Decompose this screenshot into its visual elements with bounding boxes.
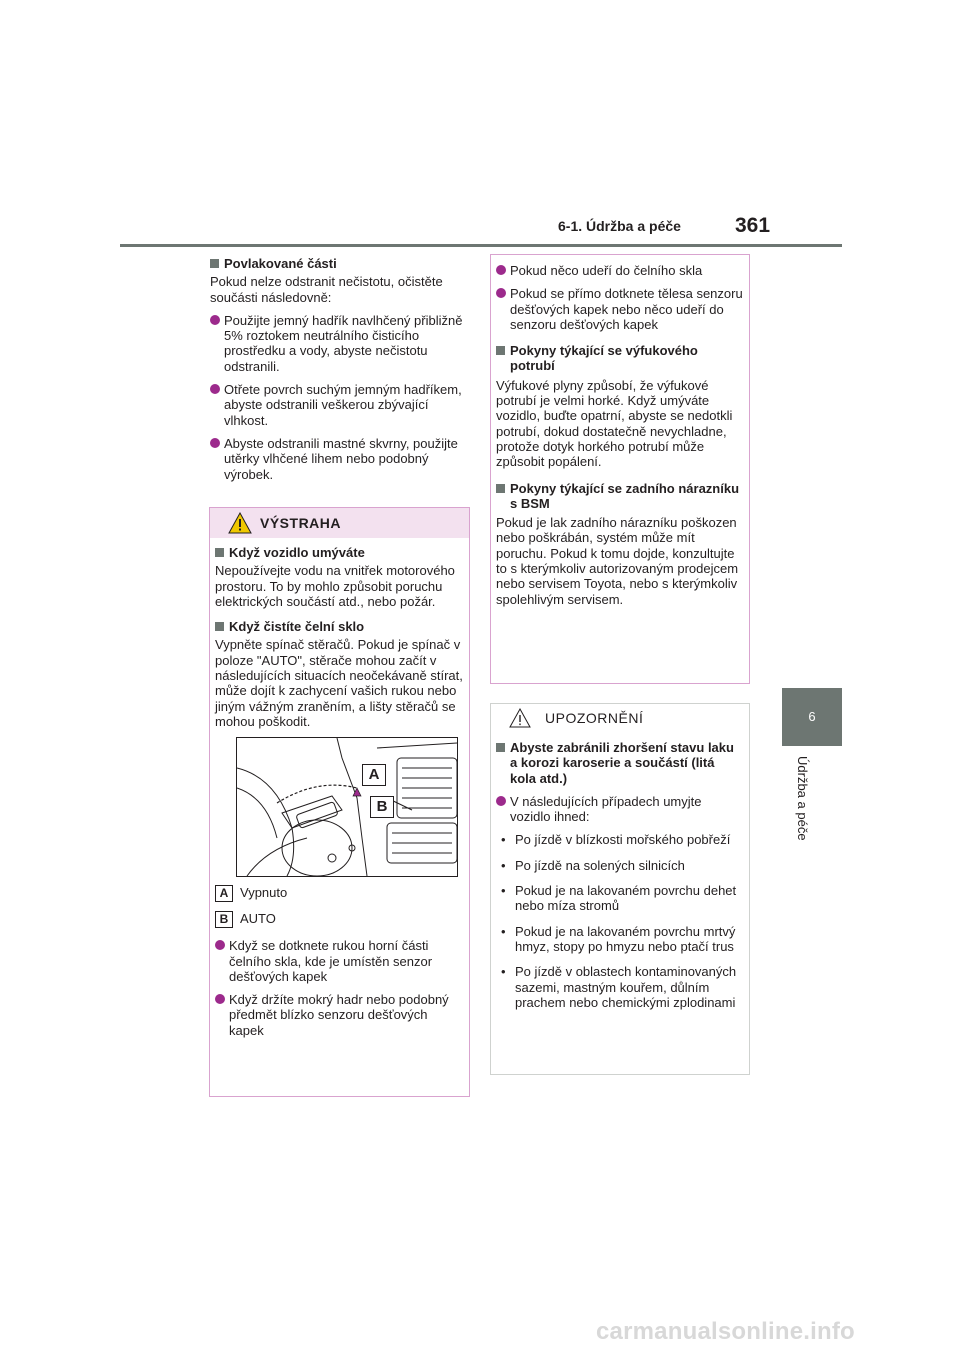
legend-row-b: B AUTO bbox=[215, 911, 464, 928]
section-square-icon bbox=[496, 484, 505, 493]
list-item: Použijte jemný hadřík navlhčený přibližně 5% roztokem neutrálního čisticího prostředku a vody, abyste nečistotu odstranili. bbox=[210, 313, 468, 374]
section-square-icon bbox=[496, 346, 505, 355]
legend-tag-a: A bbox=[215, 885, 233, 902]
bullet-dot-icon bbox=[210, 384, 220, 394]
coated-intro: Pokud nelze odstranit nečistotu, očistěte součásti následovně: bbox=[210, 274, 443, 305]
warning-title: VÝSTRAHA bbox=[260, 515, 342, 531]
header-rule bbox=[120, 244, 842, 247]
legend-row-a: A Vypnuto bbox=[215, 885, 464, 902]
notice-title: UPOZORNĚNÍ bbox=[545, 710, 644, 726]
exhaust-text: Výfukové plyny způsobí, že výfukové potrubí je velmi horké. Když umýváte vozidlo, buďte opatrní, abyste se nedotkli potrubí, dokud dostatečně nevychladne, protože dotyk horkého potrubí může způsobit popálení. bbox=[496, 377, 733, 470]
section-square-icon bbox=[215, 622, 224, 631]
chapter-name: Údržba a péče bbox=[795, 756, 810, 841]
page-number: 361 bbox=[735, 214, 771, 237]
list-item: Když držíte mokrý hadr nebo podobný předmět blízko senzoru dešťových kapek bbox=[215, 992, 464, 1038]
list-item: • Po jízdě v oblastech kontaminovaných sazemi, mastným kouřem, důlním prachem nebo chemickými zplodinami bbox=[501, 964, 737, 1010]
list-item: Abyste odstranili mastné skvrny, použijte utěrky vlhčené lihem nebo podobný výrobek. bbox=[210, 436, 468, 482]
section-square-icon bbox=[215, 548, 224, 557]
warning-header bbox=[210, 508, 469, 538]
section-square-icon bbox=[496, 743, 505, 752]
section-square-icon bbox=[210, 259, 219, 268]
coated-heading: Povlakované části bbox=[210, 256, 468, 271]
list-item: • Pokud je na lakovaném povrchu mrtvý hmyz, stopy po hmyzu nebo ptačí trus bbox=[501, 923, 736, 954]
list-item: Otřete povrch suchým jemným hadříkem, abyste odstranili veškerou zbývající vlhkost. bbox=[210, 382, 468, 428]
warning-subheading: Když vozidlo umýváte bbox=[215, 545, 464, 560]
warning-box-continued bbox=[490, 254, 750, 684]
notice-triangle-icon bbox=[509, 708, 531, 728]
warning-body bbox=[210, 538, 469, 1044]
warning-text: Vypněte spínač stěračů. Pokud je spínač v poloze "AUTO", stěrače mohou začít v následujících situacích neočekávaně stírat, může dojít k zachycení vašich rukou nebo jiným vážným zraněním, a lišty stěračů se mohou poškodit. bbox=[215, 637, 463, 729]
watermark: carmanualsonline.info bbox=[596, 1318, 855, 1345]
warning-box bbox=[209, 507, 470, 1097]
callout-a: A bbox=[362, 764, 386, 786]
chapter-tab: 6 bbox=[782, 688, 842, 746]
list-item: • Pokud je na lakovaném povrchu dehet nebo míza stromů bbox=[501, 883, 737, 914]
bullet-dot-icon bbox=[496, 288, 506, 298]
warning-continued-body bbox=[491, 255, 749, 613]
warning-subheading: Když čistíte čelní sklo bbox=[215, 619, 464, 634]
bullet-dot-icon bbox=[215, 994, 225, 1004]
bumper-heading: Pokyny týkající se zadního nárazníku s BSM bbox=[496, 481, 744, 512]
bullet-dot-icon bbox=[496, 265, 506, 275]
bumper-text: Pokud je lak zadního nárazníku poškozen nebo poškrábán, systém může mít poruchu. Pokud k tomu dojde, konzultujte to s kterýmkoliv autorizovaným prodejcem nebo servisem Toyota, nebo s kterýmkoliv spolehlivým servisem. bbox=[496, 515, 739, 607]
notice-header bbox=[491, 704, 749, 732]
list-item: Pokud se přímo dotknete tělesa senzoru dešťových kapek nebo něco udeří do senzoru dešťových kapek bbox=[496, 286, 744, 332]
warning-text: Nepoužívejte vodu na vnitřek motorového prostoru. To by mohlo způsobit poruchu elektrických součástí atd., nebo požár. bbox=[215, 563, 455, 609]
notice-body bbox=[491, 732, 749, 1016]
bullet-dot-icon bbox=[215, 940, 225, 950]
section-title: 6-1. Údržba a péče bbox=[558, 218, 681, 234]
wiper-switch-illustration bbox=[236, 737, 458, 877]
bullet-dot-icon bbox=[210, 438, 220, 448]
list-item: Když se dotknete rukou horní části čelního skla, kde je umístěn senzor dešťových kapek bbox=[215, 938, 464, 984]
list-item: V následujících případech umyjte vozidlo ihned: bbox=[496, 794, 744, 825]
list-item: Pokud něco udeří do čelního skla bbox=[496, 263, 744, 278]
notice-box bbox=[490, 703, 750, 1075]
callout-b: B bbox=[370, 796, 394, 818]
coated-parts-section bbox=[210, 256, 468, 482]
notice-heading: Abyste zabránili zhoršení stavu laku a korozi karoserie a součástí (litá kola atd.) bbox=[496, 740, 744, 786]
warning-triangle-icon bbox=[228, 512, 252, 534]
exhaust-heading: Pokyny týkající se výfukového potrubí bbox=[496, 343, 744, 374]
bullet-dot-icon bbox=[496, 796, 506, 806]
list-item: • Po jízdě v blízkosti mořského pobřeží bbox=[501, 832, 731, 848]
legend-tag-b: B bbox=[215, 911, 233, 928]
steering-column-drawing bbox=[237, 738, 457, 876]
bullet-dot-icon bbox=[210, 315, 220, 325]
list-item: • Po jízdě na solených silnicích bbox=[501, 857, 685, 873]
